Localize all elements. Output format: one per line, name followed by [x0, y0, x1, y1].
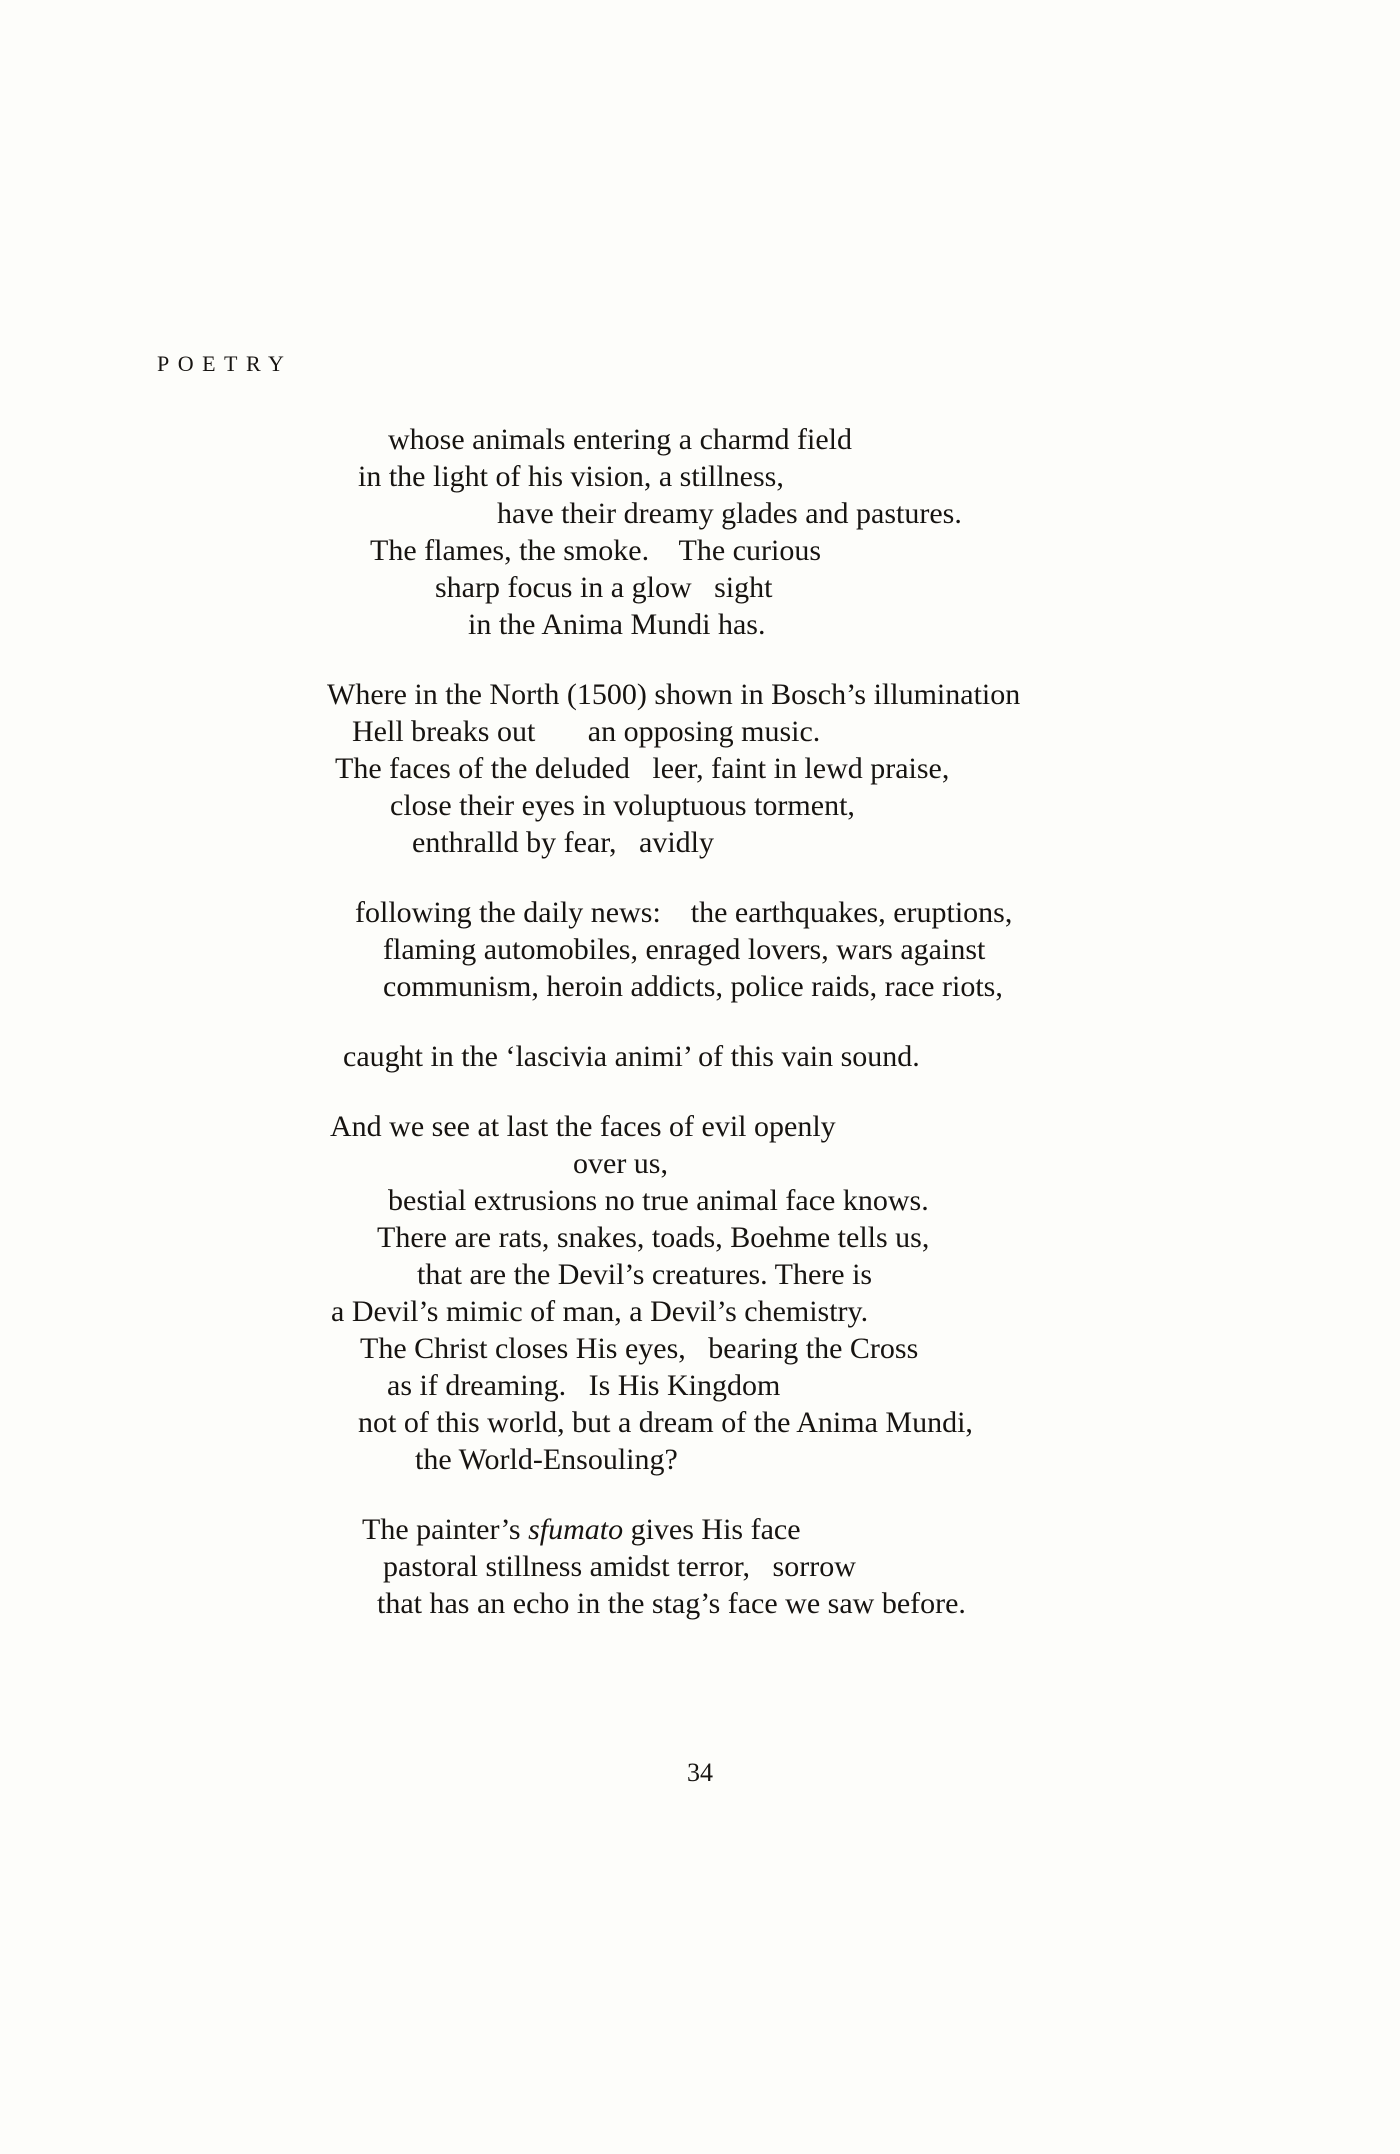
poem-line: whose animals entering a charmd field: [388, 423, 853, 456]
stanza: [327, 1511, 1020, 1622]
poem-line: flaming automobiles, enraged lovers, wars against: [383, 933, 986, 966]
poem-line: following the daily news: the earthquakes, eruptions,: [355, 896, 1013, 929]
poem-line: that has an echo in the stag’s face we saw before.: [377, 1587, 966, 1620]
poem-line: a Devil’s mimic of man, a Devil’s chemistry.: [331, 1295, 869, 1328]
poem: [327, 421, 1020, 1655]
stanza: [327, 894, 1020, 1005]
poem-line: pastoral stillness amidst terror, sorrow: [383, 1550, 856, 1583]
page-number: 34: [687, 1758, 713, 1787]
poem-line: Where in the North (1500) shown in Bosch’s illumination: [327, 678, 1021, 711]
poem-line: as if dreaming. Is His Kingdom: [387, 1369, 781, 1402]
stanza: [327, 676, 1020, 861]
poem-line: in the Anima Mundi has.: [468, 608, 766, 641]
stanza: [327, 1038, 1020, 1075]
poem-line: in the light of his vision, a stillness,: [358, 460, 784, 493]
poem-line: caught in the ‘lascivia animi’ of this vain sound.: [343, 1040, 920, 1073]
poem-line: not of this world, but a dream of the Anima Mundi,: [358, 1406, 973, 1439]
poem-line: There are rats, snakes, toads, Boehme tells us,: [377, 1221, 930, 1254]
poem-line: [327, 1511, 1020, 1548]
stanza: [327, 421, 1020, 643]
poem-line: over us,: [573, 1147, 668, 1180]
poem-line: And we see at last the faces of evil openly: [330, 1110, 836, 1143]
poem-text-segment: The painter’s: [362, 1513, 529, 1546]
poem-line: communism, heroin addicts, police raids, race riots,: [383, 970, 1003, 1003]
poem-line: The Christ closes His eyes, bearing the Cross: [360, 1332, 919, 1365]
poem-word-italic: sfumato: [528, 1513, 624, 1546]
poem-text-segment: gives His face: [623, 1513, 801, 1546]
stanza: [327, 1108, 1020, 1478]
running-header: POETRY: [157, 351, 293, 376]
poem-line: the World-Ensouling?: [415, 1443, 678, 1476]
poem-line: bestial extrusions no true animal face knows.: [388, 1184, 929, 1217]
poem-line: that are the Devil’s creatures. There is: [417, 1258, 873, 1291]
poem-line: close their eyes in voluptuous torment,: [390, 789, 855, 822]
poem-line: have their dreamy glades and pastures.: [497, 497, 962, 530]
poem-line: enthralld by fear, avidly: [412, 826, 715, 859]
poem-line: The faces of the deluded leer, faint in lewd praise,: [335, 752, 950, 785]
poem-line: sharp focus in a glow sight: [435, 571, 773, 604]
poem-line: The flames, the smoke. The curious: [370, 534, 821, 567]
poem-line: Hell breaks out an opposing music.: [352, 715, 821, 748]
